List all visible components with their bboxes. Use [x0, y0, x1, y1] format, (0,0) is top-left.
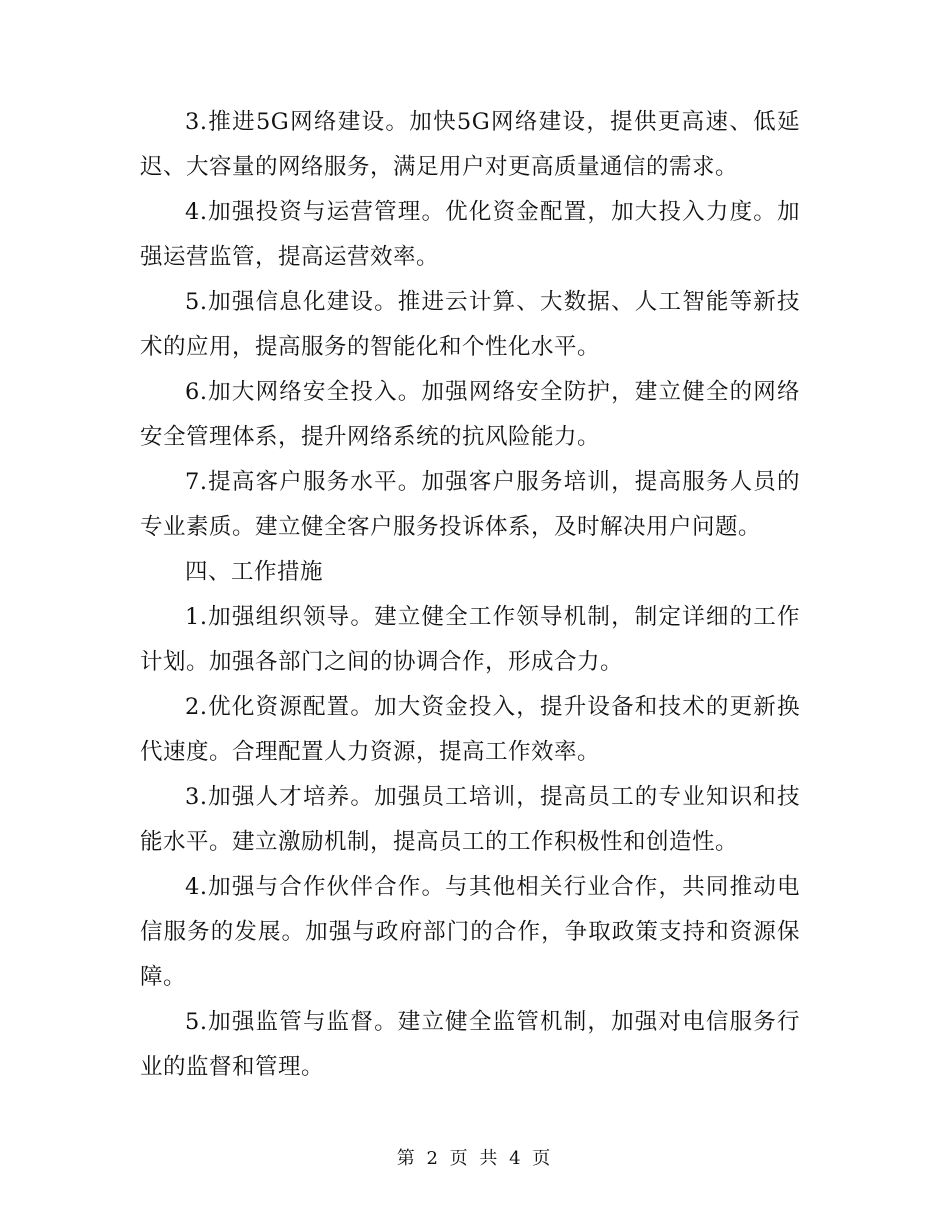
paragraph-measure-4-investment: 4.加强投资与运营管理。优化资金配置，加大投入力度。加强运营监管，提高运营效率。 — [140, 199, 800, 270]
paragraph-measure-3-5g: 3.推进5G网络建设。加快5G网络建设，提供更高速、低延迟、大容量的网络服务，满足用户对更高质量通信的需求。 — [140, 109, 800, 180]
paragraph-step-5-supervision: 5.加强监管与监督。建立健全监管机制，加强对电信服务行业的监督和管理。 — [140, 1009, 800, 1080]
document-body — [140, 100, 800, 1090]
paragraph-step-1-leadership: 1.加强组织领导。建立健全工作领导机制，制定详细的工作计划。加强各部门之间的协调合作，形成合力。 — [140, 604, 800, 675]
paragraph-step-4-partners: 4.加强与合作伙伴合作。与其他相关行业合作，共同推动电信服务的发展。加强与政府部门的合作，争取政策支持和资源保障。 — [140, 874, 800, 990]
paragraph-step-3-talent: 3.加强人才培养。加强员工培训，提高员工的专业知识和技能水平。建立激励机制，提高员工的工作积极性和创造性。 — [140, 784, 800, 855]
paragraph-step-2-resources: 2.优化资源配置。加大资金投入，提升设备和技术的更新换代速度。合理配置人力资源，提高工作效率。 — [140, 694, 800, 765]
page-number-footer: 第 2 页 共 4 页 — [396, 1148, 554, 1169]
paragraph-measure-7-customer-service: 7.提高客户服务水平。加强客户服务培训，提高服务人员的专业素质。建立健全客户服务投诉体系，及时解决用户问题。 — [140, 469, 800, 540]
paragraph-measure-5-informatization: 5.加强信息化建设。推进云计算、大数据、人工智能等新技术的应用，提高服务的智能化和个性化水平。 — [140, 289, 800, 360]
section-heading-work-measures: 四、工作措施 — [185, 559, 324, 585]
paragraph-measure-6-security: 6.加大网络安全投入。加强网络安全防护，建立健全的网络安全管理体系，提升网络系统的抗风险能力。 — [140, 379, 800, 450]
